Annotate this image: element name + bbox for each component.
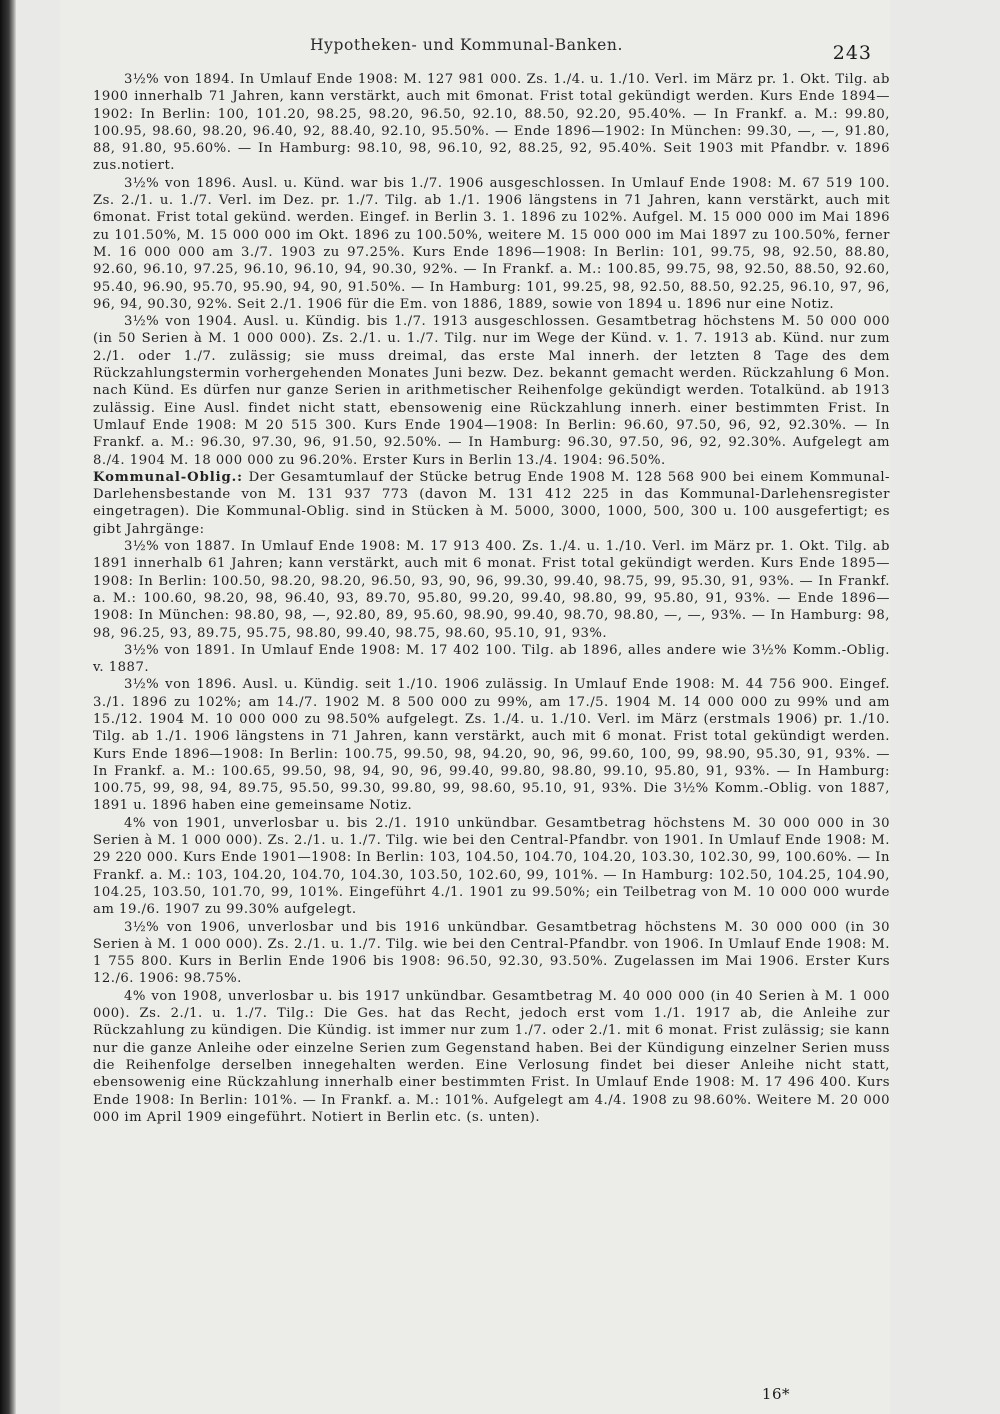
paragraph-pfandbr-1896: 3½% von 1896. Ausl. u. Künd. war bis 1./7. 1906 ausgeschlossen. In Umlauf Ende 1908: M. 67 519 100. Zs. 2./1. u. 1./7. Verl. im Dez. pr. 1./7. Tilg. ab 1./1. 1906 längstens in 71 Jahren, kann verstärkt, auch mit 6monat. Frist total gekünd. werden. Eingef. in Berlin 3. 1. 1896 zu 102%. Aufgel. M. 15 000 000 im Mai 1896 zu 101.50%, M. 15 000 000 im Okt. 1896 zu 100.50%, weitere M. 15 000 000 im Mai 1897 zu 100.50%, ferner M. 16 000 000 am 3./7. 1903 zu 97.25%. Kurs Ende 1896—1908: In Berlin: 101, 99.75, 98, 92.50, 88.80, 92.60, 96.10, 97.25, 96.10, 96.10, 94, 90.30, 92%. — In Frankf. a. M.: 100.85, 99.75, 98, 92.50, 88.50, 92.60, 95.40, 96.90, 95.70, 95.90, 94, 90, 91.50%. — In Hamburg: 101, 99.25, 98, 92.50, 88.50, 92.25, 96.10, 97, 96, 96, 94, 90.30, 92%. Seit 2./1. 1906 für die Em. von 1886, 1889, sowie von 1894 u. 1896 nur eine Notiz. [93, 175, 890, 312]
book-binding-shadow [0, 0, 16, 1414]
paragraph-oblig-1908: 4% von 1908, unverlosbar u. bis 1917 unkündbar. Gesamtbetrag M. 40 000 000 (in 40 Serien à M. 1 000 000). Zs. 2./1. u. 1./7. Tilg.: Die Ges. hat das Recht, jedoch erst vom 1./1. 1917 ab, die Anleihe zur Rückzahlung zu kündigen. Die Kündig. ist immer nur zum 1./7. oder 2./1. mit 6 monat. Frist zulässig; sie kann nur die ganze Anleihe oder einzelne Serien zum Gegenstand haben. Bei der Kündigung einzelner Serien muss die Reihenfolge derselben innegehalten werden. Eine Verlosung findet bei dieser Anleihe nicht statt, ebensowenig eine Rückzahlung innerhalb einer bestimmten Frist. In Umlauf Ende 1908: M. 17 496 400. Kurs Ende 1908: In Berlin: 101%. — In Frankf. a. M.: 101%. Aufgelegt am 4./4. 1908 zu 98.60%. Weitere M. 20 000 000 im April 1909 eingeführt. Notiert in Berlin etc. (s. unten). [93, 988, 890, 1125]
section-title: Kommunal-Oblig.: [93, 469, 243, 485]
paragraph-oblig-1901: 4% von 1901, unverlosbar u. bis 2./1. 1910 unkündbar. Gesamtbetrag höchstens M. 30 000 000 in 30 Serien à M. 1 000 000). Zs. 2./1. u. 1./7. Tilg. wie bei den Central-Pfandbr. von 1901. In Umlauf Ende 1908: M. 29 220 000. Kurs Ende 1901—1908: In Berlin: 103, 104.50, 104.70, 104.20, 103.30, 102.30, 99, 100.60%. — In Frankf. a. M.: 103, 104.20, 104.70, 104.30, 103.50, 102.60, 99, 101%. — In Hamburg: 102.50, 104.25, 104.90, 104.25, 103.50, 101.70, 99, 101%. Eingeführt 4./1. 1901 zu 99.50%; ein Teilbetrag von M. 10 000 000 wurde am 19./6. 1907 zu 99.30% aufgelegt. [93, 815, 890, 918]
paragraph-pfandbr-1904: 3½% von 1904. Ausl. u. Kündig. bis 1./7. 1913 ausgeschlossen. Gesamtbetrag höchstens M. 50 000 000 (in 50 Serien à M. 1 000 000). Zs. 2./1. u. 1./7. Tilg. nur im Wege der Künd. v. 1. 7. 1913 ab. Künd. nur zum 2./1. oder 1./7. zulässig; sie muss dreimal, das erste Mal innerh. der letzten 8 Tage des dem Rückzahlungstermin vorhergehenden Monates Juni bezw. Dez. bekannt gemacht werden. Rückzahlung 6 Mon. nach Künd. Es dürfen nur ganze Serien in arithmetischer Reihenfolge gekündigt werden. Totalkünd. ab 1913 zulässig. Eine Ausl. findet nicht statt, ebensowenig eine Rückzahlung innerh. einer bestimmten Frist. In Umlauf Ende 1908: M 20 515 300. Kurs Ende 1904—1908: In Berlin: 96.60, 97.50, 96, 92, 92.30%. — In Frankf. a. M.: 96.30, 97.30, 96, 91.50, 92.50%. — In Hamburg: 96.30, 97.50, 96, 92, 92.30%. Aufgelegt am 8./4. 1904 M. 18 000 000 zu 96.20%. Erster Kurs in Berlin 13./4. 1904: 96.50%. [93, 314, 890, 468]
section-intro: Der Gesamtumlauf der Stücke betrug Ende 1908 M. 128 568 900 bei einem Kommunal-Darlehensbestande von M. 131 937 773 (davon M. 131 412 225 in das Kommunal-Darlehensregister eingetragen). Die Kommunal-Oblig. sind in Stücken à M. 5000, 3000, 1000, 500, 300 u. 100 ausgefertigt; es gibt Jahrgänge: [93, 469, 890, 537]
running-head: Hypotheken- und Kommunal-Banken. [310, 36, 624, 54]
document-page [60, 0, 890, 1414]
section-kommunal-oblig [93, 469, 890, 538]
page-number: 243 [832, 42, 872, 64]
paragraph-pfandbr-1894: 3½% von 1894. In Umlauf Ende 1908: M. 127 981 000. Zs. 1./4. u. 1./10. Verl. im März pr. 1. Okt. Tilg. ab 1900 innerhalb 71 Jahren, kann verstärkt, auch mit 6monat. Frist total gekündigt werden. Kurs Ende 1894—1902: In Berlin: 100, 101.20, 98.25, 98.20, 96.50, 92.10, 88.50, 92.20, 95.40%. — In Frankf. a. M.: 99.80, 100.95, 98.60, 98.20, 96.40, 92, 88.40, 92.10, 95.50%. — Ende 1896—1902: In München: 99.30, —, —, 91.80, 88, 91.80, 95.60%. — In Hamburg: 98.10, 98, 96.10, 92, 88.25, 92, 95.40%. Seit 1903 mit Pfandbr. v. 1896 zus.notiert. [93, 72, 890, 174]
paragraph-oblig-1906: 3½% von 1906, unverlosbar und bis 1916 unkündbar. Gesamtbetrag höchstens M. 30 000 000 (in 30 Serien à M. 1 000 000). Zs. 2./1. u. 1./7. Tilg. wie bei den Central-Pfandbr. von 1906. In Umlauf Ende 1908: M. 1 755 800. Kurs in Berlin Ende 1906 bis 1908: 96.50, 92.30, 93.50%. Zugelassen im Mai 1906. Erster Kurs 12./6. 1906: 98.75%. [93, 919, 890, 987]
printer-signature: 16* [761, 1385, 790, 1403]
paragraph-oblig-1887: 3½% von 1887. In Umlauf Ende 1908: M. 17 913 400. Zs. 1./4. u. 1./10. Verl. im März pr. 1. Okt. Tilg. ab 1891 innerhalb 61 Jahren; kann verstärkt, auch mit 6 monat. Frist total gekündigt werden. Kurs Ende 1895—1908: In Berlin: 100.50, 98.20, 98.20, 96.50, 93, 90, 96, 99.30, 99.40, 98.75, 99, 95.30, 91, 93%. — In Frankf. a. M.: 100.60, 98.20, 98, 96.40, 93, 89.70, 95.80, 99.20, 99.40, 98.80, 99, 95.80, 91, 93%. — Ende 1896—1908: In München: 98.80, 98, —, 92.80, 89, 95.60, 98.90, 99.40, 98.70, 98.80, —, —, 93%. — In Hamburg: 98, 98, 96.25, 93, 89.75, 95.75, 98.80, 99.40, 98.75, 98.60, 95.10, 91, 93%. [93, 539, 890, 641]
paragraph-oblig-1896: 3½% von 1896. Ausl. u. Kündig. seit 1./10. 1906 zulässig. In Umlauf Ende 1908: M. 44 756 900. Eingef. 3./1. 1896 zu 102%; am 14./7. 1902 M. 8 500 000 zu 99%, am 17./5. 1904 M. 14 000 000 zu 99% und am 15./12. 1904 M. 10 000 000 zu 98.50% aufgelegt. Zs. 1./4. u. 1./10. Verl. im März (erstmals 1906) pr. 1./10. Tilg. ab 1./1. 1906 längstens in 71 Jahren, kann verstärkt, auch mit 6 monat. Frist total gekündigt werden. Kurs Ende 1896—1908: In Berlin: 100.75, 99.50, 98, 94.20, 90, 96, 99.60, 100, 99, 98.90, 95.30, 91, 93%. — In Frankf. a. M.: 100.65, 99.50, 98, 94, 90, 96, 99.40, 99.80, 98.80, 99.10, 95.80, 91, 93%. — In Hamburg: 100.75, 99, 98, 94, 89.75, 95.50, 99.30, 99.80, 99, 98.60, 95.10, 91, 93%. Die 3½% Komm.-Oblig. von 1887, 1891 u. 1896 haben eine gemeinsame Notiz. [93, 677, 890, 814]
body-text [93, 71, 890, 1126]
paragraph-oblig-1891: 3½% von 1891. In Umlauf Ende 1908: M. 17 402 100. Tilg. ab 1896, alles andere wie 3½% Komm.-Oblig. v. 1887. [93, 642, 890, 676]
